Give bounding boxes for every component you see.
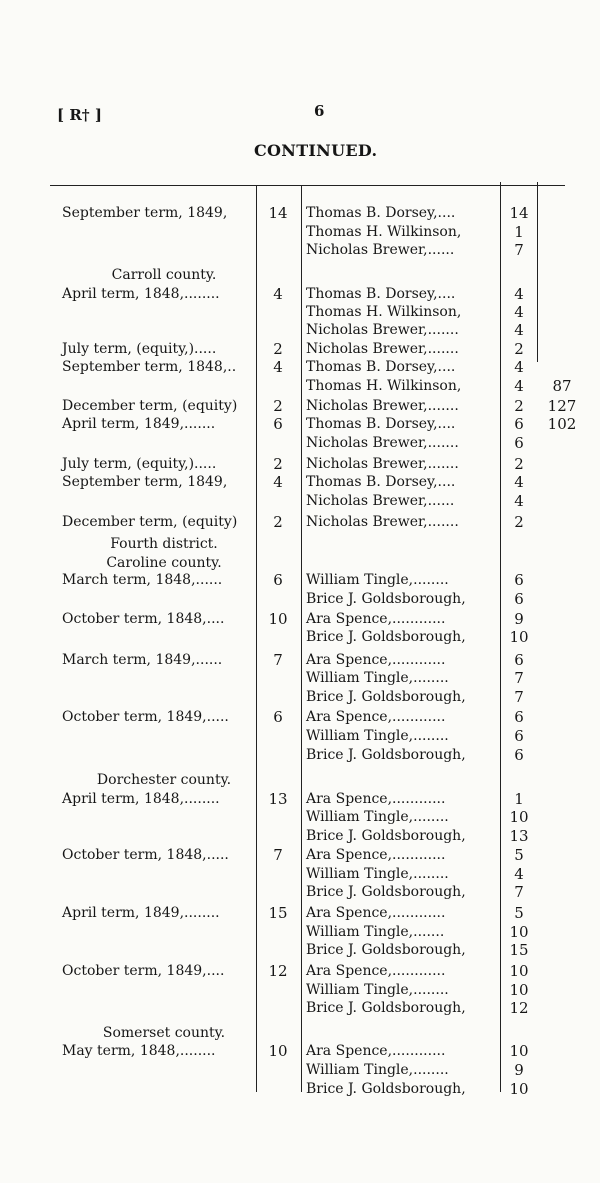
judge-name: Brice J. Goldsborough,: [306, 942, 466, 958]
judge-name: Brice J. Goldsborough,: [306, 629, 466, 645]
judge-name: Thomas H. Wilkinson,: [306, 378, 462, 394]
judge-name: Thomas H. Wilkinson,: [306, 224, 462, 240]
judge-name: Brice J. Goldsborough,: [306, 591, 466, 607]
judge-name: Ara Spence,............: [306, 652, 446, 668]
term-label: September term, 1848,..: [62, 359, 237, 375]
judge-name: Brice J. Goldsborough,: [306, 747, 466, 763]
judge-count: 4: [514, 473, 524, 491]
judge-count: 9: [514, 610, 524, 628]
term-total: 4: [273, 285, 283, 303]
judge-count: 4: [514, 377, 524, 395]
judge-name: Thomas B. Dorsey,....: [306, 359, 456, 375]
judge-name: Ara Spence,............: [306, 611, 446, 627]
judge-name: Thomas B. Dorsey,....: [306, 205, 456, 221]
judge-count: 5: [514, 846, 524, 864]
term-total: 4: [273, 473, 283, 491]
judge-name: Ara Spence,............: [306, 905, 446, 921]
judge-name: Nicholas Brewer,......: [306, 242, 455, 258]
judge-count: 2: [514, 340, 524, 358]
column-divider-3: [500, 182, 501, 1092]
term-label: April term, 1848,........: [62, 791, 220, 807]
term-label: March term, 1848,......: [62, 572, 223, 588]
term-total: 7: [273, 846, 283, 864]
judge-count: 2: [514, 513, 524, 531]
judge-name: William Tingle,........: [306, 809, 449, 825]
judge-count: 10: [509, 923, 529, 941]
judge-name: Thomas H. Wilkinson,: [306, 304, 462, 320]
judge-name: Brice J. Goldsborough,: [306, 1081, 466, 1097]
judge-name: Nicholas Brewer,.......: [306, 456, 459, 472]
term-label: April term, 1849,.......: [62, 416, 216, 432]
judge-count: 14: [509, 204, 529, 222]
term-total: 15: [268, 904, 288, 922]
page-number: 6: [314, 102, 325, 120]
judge-count: 10: [509, 962, 529, 980]
judge-count: 6: [514, 651, 524, 669]
judge-count: 12: [509, 999, 529, 1017]
judge-name: Ara Spence,............: [306, 963, 446, 979]
term-total: 13: [268, 790, 288, 808]
judge-count: 6: [514, 708, 524, 726]
judge-name: Nicholas Brewer,.......: [306, 435, 459, 451]
judge-name: Thomas B. Dorsey,....: [306, 286, 456, 302]
term-label: March term, 1849,......: [62, 652, 223, 668]
judge-name: Nicholas Brewer,.......: [306, 322, 459, 338]
term-label: September term, 1849,: [62, 474, 228, 490]
column-divider-4: [537, 182, 538, 362]
judge-count: 6: [514, 434, 524, 452]
term-total: 6: [273, 571, 283, 589]
term-total: 4: [273, 358, 283, 376]
judge-name: William Tingle,.......: [306, 924, 445, 940]
judge-count: 15: [509, 941, 529, 959]
judge-count: 2: [514, 455, 524, 473]
subheading: Caroline county.: [106, 555, 222, 571]
judge-count: 7: [514, 883, 524, 901]
subheading: Carroll county.: [111, 267, 217, 283]
judge-name: Ara Spence,............: [306, 1043, 446, 1059]
term-total: 10: [268, 610, 288, 628]
term-total: 2: [273, 340, 283, 358]
judge-count: 10: [509, 628, 529, 646]
judge-name: Nicholas Brewer,.......: [306, 341, 459, 357]
term-label: October term, 1849,....: [62, 963, 225, 979]
judge-count: 10: [509, 981, 529, 999]
judge-count: 1: [514, 790, 524, 808]
term-total: 6: [273, 708, 283, 726]
judge-name: Thomas B. Dorsey,....: [306, 474, 456, 490]
judge-count: 6: [514, 590, 524, 608]
judge-name: Nicholas Brewer,.......: [306, 398, 459, 414]
judge-name: Ara Spence,............: [306, 791, 446, 807]
column-divider-2: [301, 186, 302, 1092]
judge-count: 2: [514, 397, 524, 415]
judge-name: Thomas B. Dorsey,....: [306, 416, 456, 432]
judge-count: 10: [509, 1042, 529, 1060]
subheading: Dorchester county.: [96, 772, 232, 788]
judge-count: 1: [514, 223, 524, 241]
judge-count: 5: [514, 904, 524, 922]
bracket-label: [ R† ]: [57, 106, 102, 124]
term-total: 10: [268, 1042, 288, 1060]
judge-count: 10: [509, 808, 529, 826]
judge-count: 6: [514, 571, 524, 589]
judge-name: Ara Spence,............: [306, 709, 446, 725]
judge-name: William Tingle,........: [306, 982, 449, 998]
term-total: 2: [273, 513, 283, 531]
judge-name: William Tingle,........: [306, 1062, 449, 1078]
judge-name: Nicholas Brewer,......: [306, 493, 455, 509]
judge-count: 4: [514, 358, 524, 376]
judge-count: 4: [514, 303, 524, 321]
judge-name: Brice J. Goldsborough,: [306, 1000, 466, 1016]
term-total: 14: [268, 204, 288, 222]
column-divider-1: [256, 186, 257, 1092]
term-label: April term, 1848,........: [62, 286, 220, 302]
judge-count: 7: [514, 669, 524, 687]
term-label: October term, 1848,.....: [62, 847, 229, 863]
subheading: Somerset county.: [102, 1025, 226, 1041]
judge-count: 7: [514, 688, 524, 706]
county-total: 87: [552, 377, 572, 395]
subheading: Fourth district.: [110, 536, 218, 552]
judge-count: 6: [514, 746, 524, 764]
term-label: July term, (equity,).....: [62, 456, 217, 472]
term-label: December term, (equity): [62, 514, 238, 530]
judge-count: 4: [514, 492, 524, 510]
term-label: December term, (equity): [62, 398, 238, 414]
judge-count: 9: [514, 1061, 524, 1079]
judge-name: William Tingle,........: [306, 866, 449, 882]
judge-name: Ara Spence,............: [306, 847, 446, 863]
term-total: 6: [273, 415, 283, 433]
term-total: 12: [268, 962, 288, 980]
top-rule: [50, 185, 565, 186]
term-label: October term, 1848,....: [62, 611, 225, 627]
judge-count: 4: [514, 321, 524, 339]
judge-name: William Tingle,........: [306, 670, 449, 686]
judge-name: Brice J. Goldsborough,: [306, 884, 466, 900]
judge-name: Nicholas Brewer,.......: [306, 514, 459, 530]
term-total: 2: [273, 455, 283, 473]
judge-count: 6: [514, 415, 524, 433]
term-label: April term, 1849,........: [62, 905, 220, 921]
county-total: 102: [547, 415, 577, 433]
judge-count: 13: [509, 827, 529, 845]
term-label: May term, 1848,........: [62, 1043, 216, 1059]
term-total: 7: [273, 651, 283, 669]
judge-name: Brice J. Goldsborough,: [306, 689, 466, 705]
judge-name: William Tingle,........: [306, 728, 449, 744]
judge-name: William Tingle,........: [306, 572, 449, 588]
judge-count: 6: [514, 727, 524, 745]
county-total: 127: [547, 397, 577, 415]
term-label: September term, 1849,: [62, 205, 228, 221]
judge-count: 4: [514, 285, 524, 303]
judge-count: 7: [514, 241, 524, 259]
judge-count: 10: [509, 1080, 529, 1098]
judge-name: Brice J. Goldsborough,: [306, 828, 466, 844]
term-label: July term, (equity,).....: [62, 341, 217, 357]
term-total: 2: [273, 397, 283, 415]
page-title: CONTINUED.: [254, 141, 378, 160]
judge-count: 4: [514, 865, 524, 883]
term-label: October term, 1849,.....: [62, 709, 229, 725]
